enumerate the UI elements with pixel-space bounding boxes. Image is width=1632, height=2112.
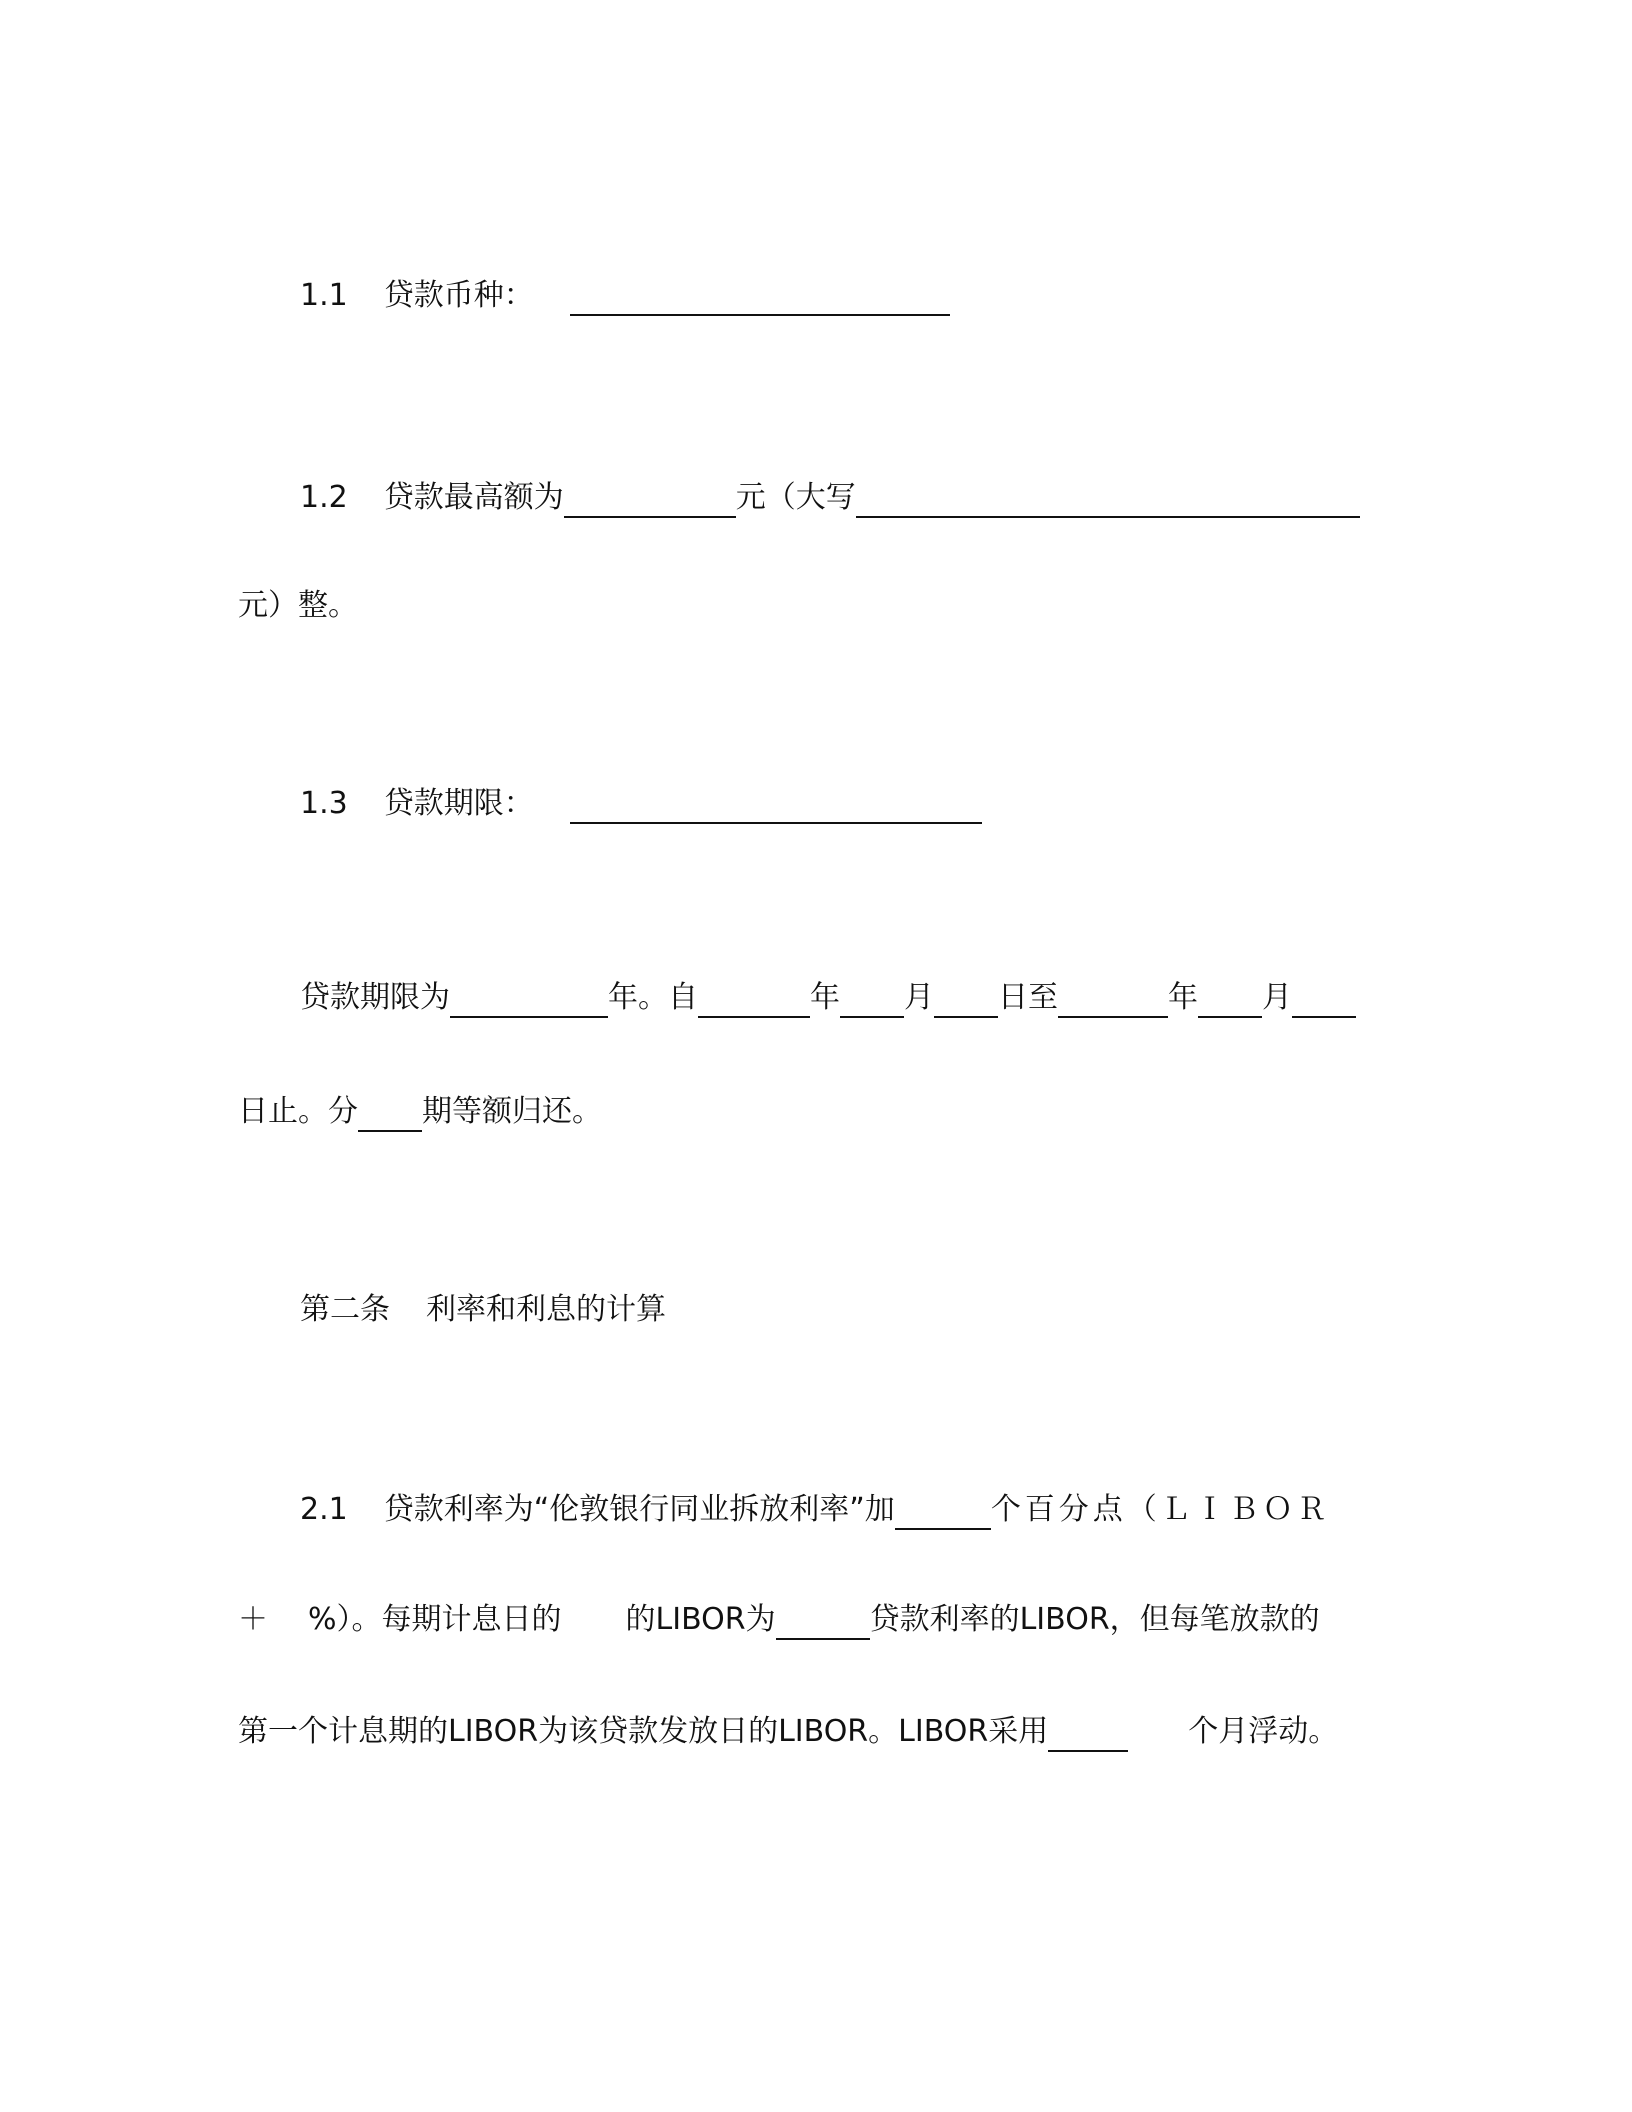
clause-1-3 <box>300 784 982 824</box>
points-blank <box>895 1494 991 1530</box>
clause-2-1-line3 <box>238 1712 1338 1752</box>
clause-number: 1.3 <box>300 786 348 821</box>
term-prefix: 贷款期限为 <box>300 980 450 1015</box>
clause-label: 贷款最高额为 <box>383 480 564 515</box>
rate-text-a: 贷款利率为“伦敦银行同业拆放利率”加 <box>383 1492 895 1527</box>
yuan-text: 元（大写 <box>735 480 856 515</box>
article-subtitle: 利率和利息的计算 <box>426 1292 666 1327</box>
clause-2-1-line2 <box>238 1600 1320 1640</box>
term-detail-cont <box>238 1092 602 1132</box>
clause-label: 贷款期限： <box>383 786 534 821</box>
clause-number: 1.1 <box>300 278 348 313</box>
rate-text-b: 个百分点（ＬＩＢＯＲ <box>990 1492 1331 1527</box>
installments-blank <box>358 1096 422 1132</box>
clause-end: 元）整。 <box>238 588 358 623</box>
article-title: 第二条 <box>300 1292 390 1327</box>
amount-blank <box>564 482 736 518</box>
end-year-blank <box>1058 982 1168 1018</box>
rate-text-f: 个月浮动。 <box>1188 1714 1339 1749</box>
month-text: 月 <box>904 980 934 1015</box>
year-text: 年 <box>810 980 840 1015</box>
start-day-blank <box>934 982 998 1018</box>
percent-text: %）。每期计息日的 <box>308 1602 562 1637</box>
clause-label: 贷款币种： <box>383 278 534 313</box>
libor-blank <box>776 1604 870 1640</box>
plus-sign: ＋ <box>238 1602 268 1637</box>
term-blank <box>570 788 982 824</box>
clause-number: 1.2 <box>300 480 348 515</box>
currency-blank <box>570 280 950 316</box>
clause-number: 2.1 <box>300 1492 348 1527</box>
rate-text-d: 贷款利率的LIBOR，但每笔放款的 <box>869 1602 1320 1637</box>
start-month-blank <box>840 982 904 1018</box>
clause-1-1 <box>300 276 950 316</box>
start-year-blank <box>698 982 810 1018</box>
rate-text-c: 的LIBOR为 <box>625 1602 776 1637</box>
day-to-text: 日至 <box>998 980 1058 1015</box>
amount-words-blank <box>856 482 1360 518</box>
clause-1-2-cont <box>238 586 358 626</box>
year2-text: 年 <box>1168 980 1198 1015</box>
installments-text: 期等额归还。 <box>422 1094 602 1129</box>
month2-text: 月 <box>1262 980 1292 1015</box>
end-day-blank <box>1292 982 1356 1018</box>
term-detail <box>300 978 1356 1018</box>
rate-text-e: 第一个计息期的LIBOR为该贷款发放日的LIBOR。LIBOR采用 <box>238 1714 1049 1749</box>
clause-1-2 <box>300 478 1360 518</box>
article-2-heading <box>300 1290 666 1330</box>
end-month-blank <box>1198 982 1262 1018</box>
years-blank <box>450 982 608 1018</box>
clause-2-1 <box>300 1490 1331 1530</box>
term-end-text: 日止。分 <box>238 1094 358 1129</box>
months-blank <box>1048 1716 1128 1752</box>
year-from-text: 年。自 <box>608 980 698 1015</box>
